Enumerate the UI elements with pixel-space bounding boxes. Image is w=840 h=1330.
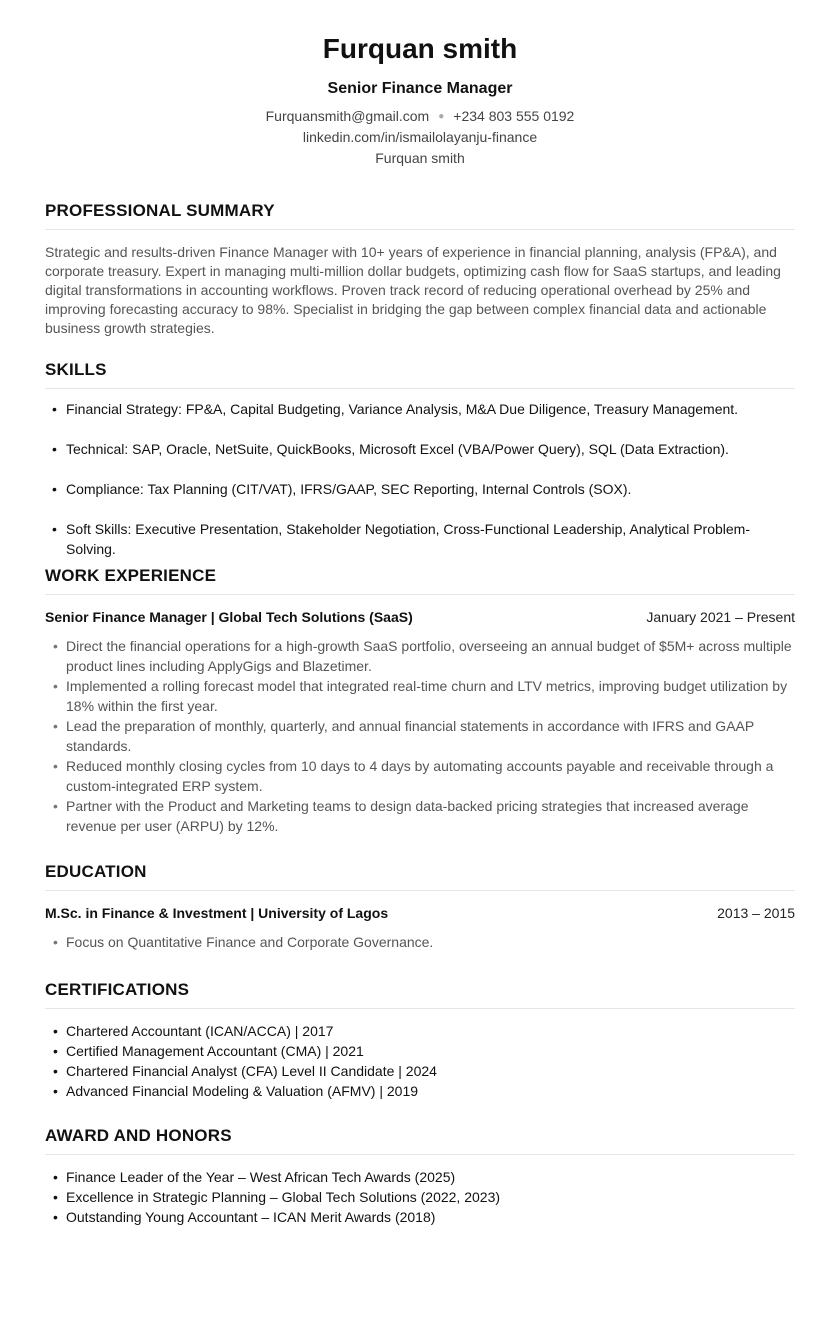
list-item: • Chartered Financial Analyst (CFA) Level II Candidate | 2024 [45, 1061, 795, 1081]
list-item: • Soft Skills: Executive Presentation, Stakeholder Negotiation, Cross-Functional Leadership, Analytical Problem-Solving. [45, 519, 795, 559]
experience-role: Senior Finance Manager | Global Tech Solutions (SaaS) [45, 609, 413, 625]
experience-entry-header [45, 607, 795, 627]
list-item: • Excellence in Strategic Planning – Global Tech Solutions (2022, 2023) [45, 1187, 795, 1207]
list-item: • Focus on Quantitative Finance and Corporate Governance. [45, 932, 795, 952]
skills-list [45, 399, 795, 559]
list-item: • Compliance: Tax Planning (CIT/VAT), IFRS/GAAP, SEC Reporting, Internal Controls (SOX). [45, 479, 795, 499]
list-item: • Outstanding Young Accountant – ICAN Merit Awards (2018) [45, 1207, 795, 1227]
list-item: • Chartered Accountant (ICAN/ACCA) | 2017 [45, 1021, 795, 1041]
awards-section [45, 1126, 795, 1227]
experience-date: January 2021 – Present [646, 609, 795, 625]
separator-dot-icon: ● [438, 111, 445, 122]
list-item: • Certified Management Accountant (CMA) | 2021 [45, 1041, 795, 1061]
contact-info [0, 106, 840, 169]
education-date: 2013 – 2015 [717, 905, 795, 921]
certifications-section [45, 980, 795, 1101]
list-item: • Technical: SAP, Oracle, NetSuite, QuickBooks, Microsoft Excel (VBA/Power Query), SQL (Data Extraction). [45, 439, 795, 459]
contact-line-1 [0, 106, 840, 127]
education-degree: M.Sc. in Finance & Investment | University of Lagos [45, 905, 389, 921]
list-item: • Advanced Financial Modeling & Valuation (AFMV) | 2019 [45, 1081, 795, 1101]
list-item: • Implemented a rolling forecast model that integrated real-time churn and LTV metrics, improving budget utilization by 18% within the first year. [45, 676, 795, 716]
section-heading-certifications: CERTIFICATIONS [45, 980, 795, 1009]
job-title: Senior Finance Manager [327, 80, 513, 97]
education-bullets [45, 932, 795, 952]
resume-header [0, 0, 840, 169]
list-item: • Reduced monthly closing cycles from 10 days to 4 days by automating accounts payable and receivable through a custom-integrated ERP system. [45, 756, 795, 796]
list-item: • Financial Strategy: FP&A, Capital Budgeting, Variance Analysis, M&A Due Diligence, Treasury Management. [45, 399, 795, 419]
linkedin-link[interactable]: linkedin.com/in/ismailolayanju-finance [302, 129, 538, 145]
awards-list [45, 1167, 795, 1227]
section-heading-summary: PROFESSIONAL SUMMARY [45, 201, 795, 230]
candidate-name: Furquan smith [322, 33, 518, 64]
education-section [45, 862, 795, 952]
phone-number: +234 803 555 0192 [453, 108, 575, 124]
list-item: • Lead the preparation of monthly, quarterly, and annual financial statements in accordance with IFRS and GAAP standards. [45, 716, 795, 756]
summary-text: Strategic and results-driven Finance Manager with 10+ years of experience in financial planning, analysis (FP&A), and corporate treasury. Expert in managing multi-million dollar budgets, optimizing cash flow for SaaS startups, and leading digital transformations in accounting workflows. Proven track record of reducing operational overhead by 25% and improving forecasting accuracy to 98%. Specialist in bridging the gap between complex financial data and actionable business growth strategies. [45, 244, 781, 336]
email-link[interactable]: Furquansmith@gmail.com [265, 108, 430, 124]
education-entry-header [45, 903, 795, 923]
website-link[interactable]: Furquan smith [375, 150, 465, 166]
experience-section [45, 566, 795, 836]
certifications-list [45, 1021, 795, 1101]
section-heading-experience: WORK EXPERIENCE [45, 566, 795, 595]
list-item: • Finance Leader of the Year – West African Tech Awards (2025) [45, 1167, 795, 1187]
section-heading-education: EDUCATION [45, 862, 795, 891]
list-item: • Partner with the Product and Marketing teams to design data-backed pricing strategies that increased average revenue per user (ARPU) by 12%. [45, 796, 795, 836]
section-heading-awards: AWARD AND HONORS [45, 1126, 795, 1155]
skills-section [45, 360, 795, 579]
summary-section [45, 201, 795, 338]
section-heading-skills: SKILLS [45, 360, 795, 389]
list-item: • Direct the financial operations for a high-growth SaaS portfolio, overseeing an annual budget of $5M+ across multiple product lines including ApplyGigs and Blazetimer. [45, 636, 795, 676]
experience-bullets [45, 636, 795, 836]
